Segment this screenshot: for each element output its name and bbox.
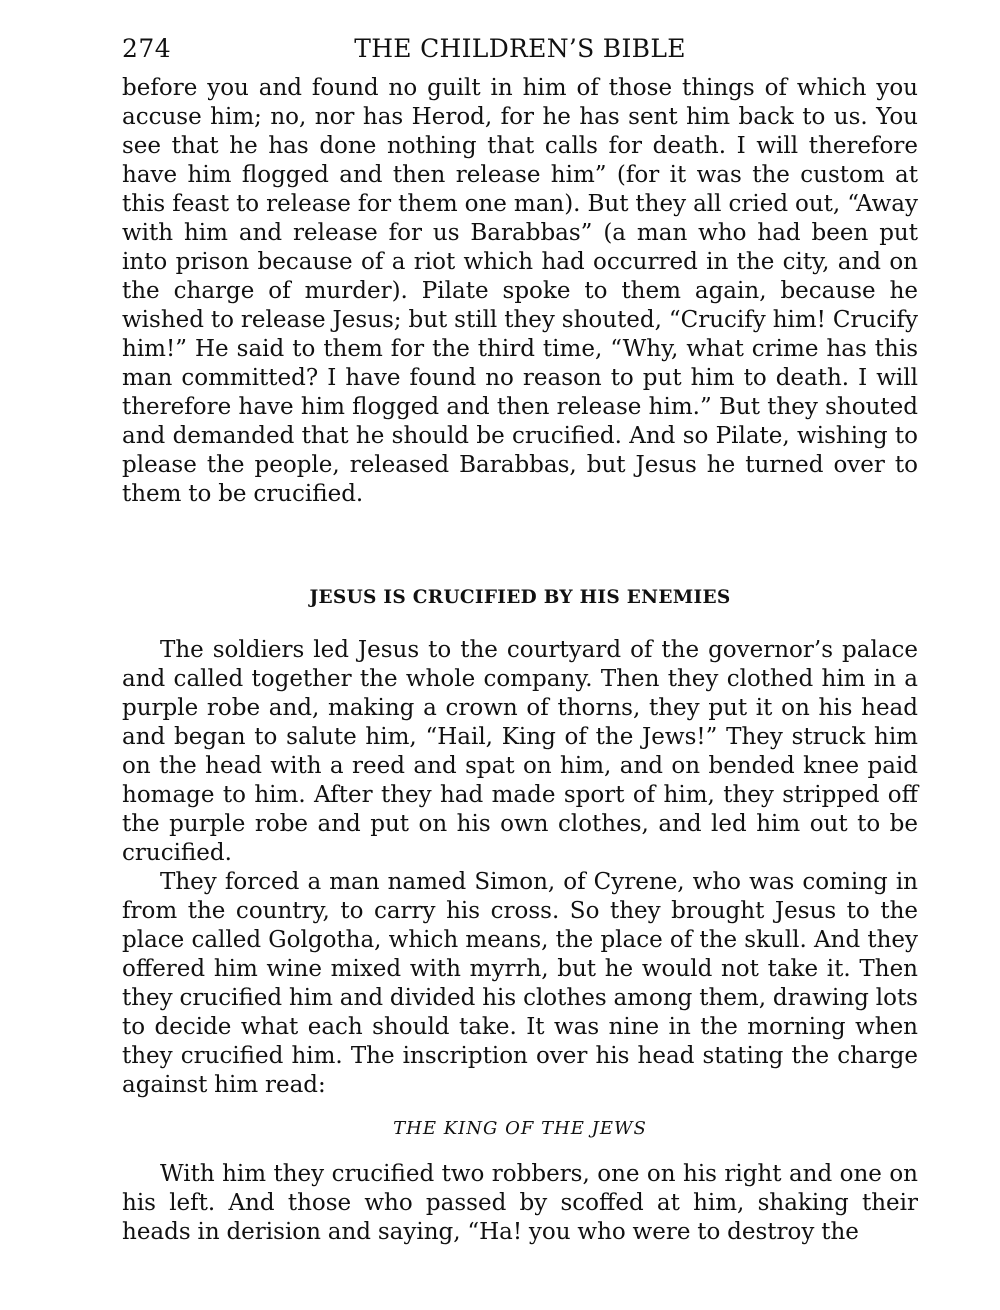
inscription-text: THE KING OF THE JEWS xyxy=(393,1118,647,1139)
paragraph-pilate-trial: before you and found no guilt in him of those things of which you accuse him; no, nor has Herod, for he has sent him back to us. You see that he has done nothing that calls for death. I will therefore have him flogged and then release him” (for it was the custom at this feast to release for them one man). But they all cried out, “Away with him and release for us Barabbas” (a man who had been put into prison because of a riot which had occurred in the city, and on the charge of murder). Pilate spoke to them again, because he wished to release Jesus; but still they shouted, “Crucify him! Crucify him!” He said to them for the third time, “Why, what crime has this man committed? I have found no reason to put him to death. I will therefore have him flogged and then release him.” But they shouted and demanded that he should be crucified. And so Pilate, wishing to please the people, released Barabbas, but Jesus he turned over to them to be crucified. xyxy=(122,75,918,507)
book-page xyxy=(122,30,918,1247)
page-number: 274 xyxy=(122,34,172,63)
section-heading: JESUS IS CRUCIFIED BY HIS ENEMIES xyxy=(309,587,731,608)
page-header xyxy=(122,30,918,74)
paragraph-soldiers-mock: The soldiers led Jesus to the courtyard of the governor’s palace and called together the whole company. Then they clothed him in a purple robe and, making a crown of thorns, they put it on his head and began to salute him, “Hail, King of the Jews!” They struck him on the head with a reed and spat on him, and on bended knee paid homage to him. After they had made sport of him, they stripped off the purple robe and put on his own clothes, and led him out to be crucified. xyxy=(122,637,918,866)
paragraph-simon-golgotha: They forced a man named Simon, of Cyrene, who was coming in from the country, to carry his cross. So they brought Jesus to the place called Golgotha, which means, the place of the skull. And they offered him wine mixed with myrrh, but he would not take it. Then they crucified him and divided his clothes among them, drawing lots to decide what each should take. It was nine in the morning when they crucified him. The inscription over his head stating the charge against him read: xyxy=(122,869,918,1098)
running-title: THE CHILDREN’S BIBLE xyxy=(354,34,686,63)
paragraph-two-robbers: With him they crucified two robbers, one on his right and one on his left. And those who passed by scoffed at him, shaking their heads in derision and saying, “Ha! you who were to destroy the xyxy=(122,1161,918,1245)
